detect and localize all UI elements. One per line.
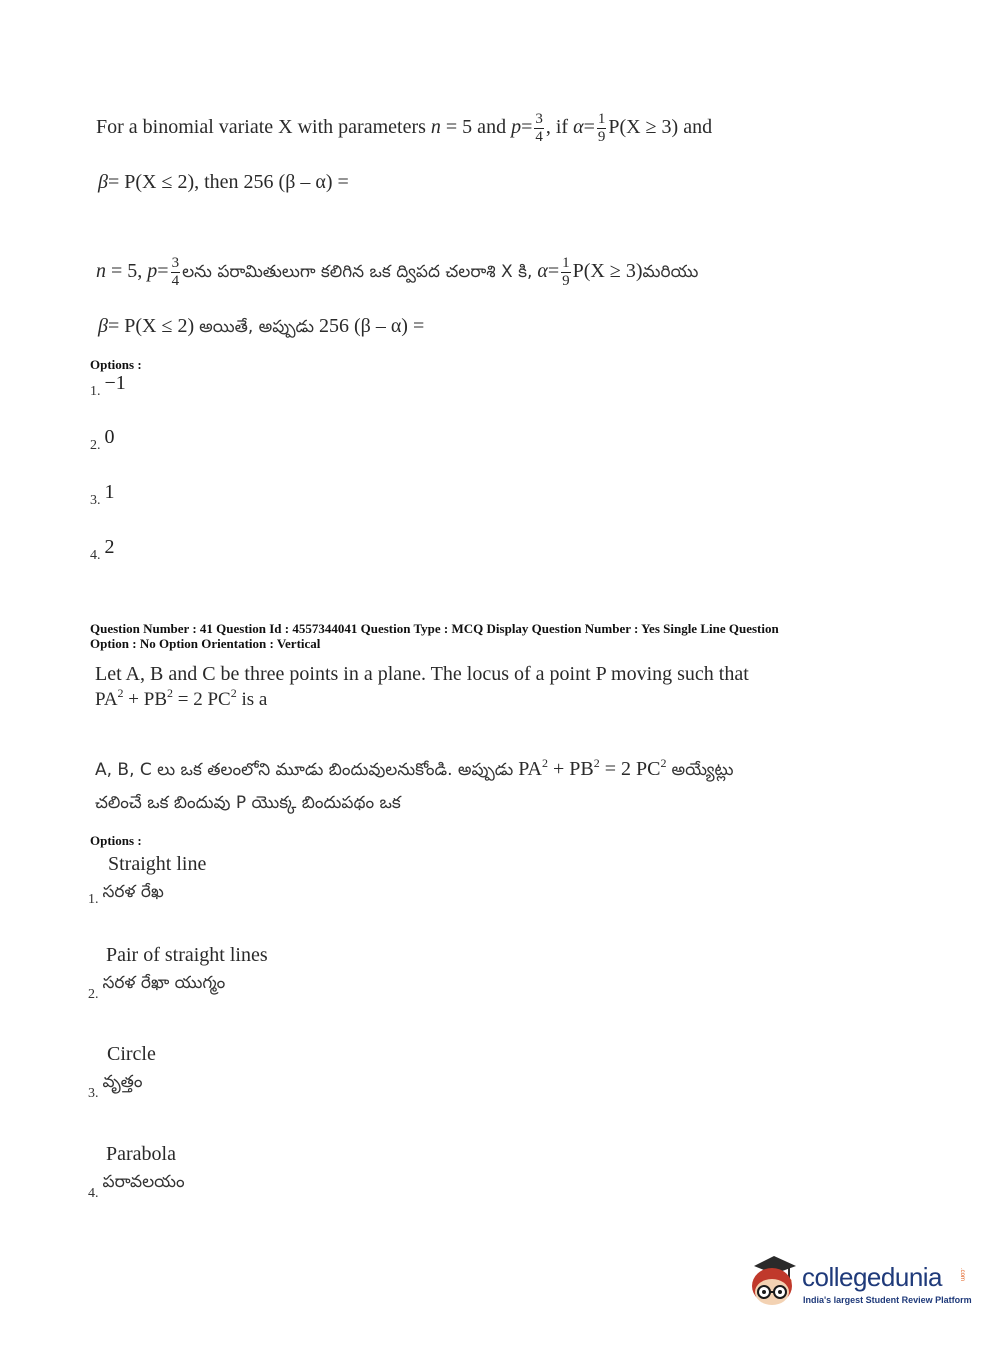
fraction-p: $\frac{3}{4}$ — [535, 111, 543, 145]
q41-english-line2: $PA^2 + PB^2 = 2$ $PC^2$ is a — [95, 686, 268, 710]
q41-option-2[interactable]: Pair of straight lines 2. సరళ రేఖా యుగ్మం — [88, 944, 268, 1002]
q41-options-label: Options : — [90, 833, 142, 848]
mascot-graduate-icon — [744, 1252, 802, 1308]
logo-wordmark: collegedunia — [802, 1262, 943, 1292]
q41-option-3[interactable]: Circle 3. వృత్తం — [88, 1043, 156, 1101]
collegedunia-logo[interactable] — [744, 1252, 974, 1312]
q40-english-line1: For a binomial variate X with parameters n = 5 and p= $\frac{3}{4}$ , if α= $\frac{1}{9}$ P(X ≥ 3) and — [96, 111, 713, 145]
q40-option-3[interactable]: 3. 1 — [90, 481, 115, 508]
q40-option-4[interactable]: 4. 2 — [90, 536, 115, 563]
q41-meta: Question Number : 41 Question Id : 4557344041 Question Type : MCQ Display Question Number : Yes Single Line Question Option : No Option Orientation : Vertical — [90, 621, 779, 651]
q41-english-line1: Let A, B and C be three points in a plane. The locus of a point P moving such that — [95, 663, 749, 685]
q40-telugu-line1: n = 5, p= $\frac{3}{4}$ లను పరామితులుగా కలిగిన ఒక ద్విపద చలరాశి X కి, α= $\frac{1}{9}$ P(X ≥ 3)మరియు — [96, 255, 699, 289]
q40-option-2[interactable]: 2. 0 — [90, 426, 115, 453]
q41-telugu-line1: A, B, C లు ఒక తలంలోని మూడు బిందువులనుకోండి. అప్పుడు $PA^2 + PB^2 = 2$ $PC^2$ అయ్యేట్లు — [95, 756, 734, 780]
q40-english-line2: β= P(X ≤ 2), then 256 (β – α) = — [98, 171, 349, 193]
q41-option-1[interactable]: Straight line 1. సరళ రేఖ — [88, 853, 207, 907]
q41-option-4[interactable]: Parabola 4. పరావలయం — [88, 1143, 185, 1201]
q40-options-label: Options : — [90, 357, 142, 372]
q40-option-1[interactable]: 1. −1 — [90, 372, 126, 399]
fraction-alpha: $\frac{1}{9}$ — [597, 111, 606, 145]
logo-com-suffix: .com — [959, 1268, 965, 1282]
q41-telugu-line2: చలించే ఒక బిందువు P యొక్క బిందుపథం ఒక — [95, 793, 401, 813]
logo-tagline: India's largest Student Review Platform — [803, 1295, 972, 1305]
q40-telugu-line2: β= P(X ≤ 2) అయితే, అప్పుడు 256 (β – α) = — [98, 315, 425, 337]
